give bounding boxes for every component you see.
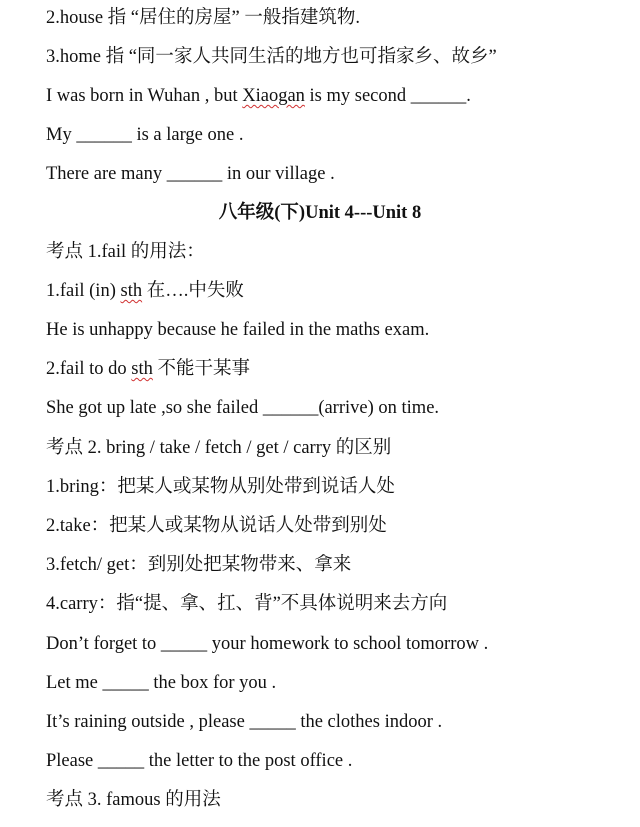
line-text: She got up late ,so she failed ______(arrive) on time. (46, 398, 440, 418)
line-text: It’s raining outside , please _____ the clothes indoor . (46, 712, 443, 732)
line-text: 考点 3. famous 的用法 (46, 790, 221, 810)
example-sentence-maths-exam (46, 318, 429, 342)
exercise-post-office (46, 749, 352, 773)
topic-3-title (46, 788, 221, 812)
take-rule (46, 514, 387, 538)
line-text: is my second ______. (304, 86, 471, 106)
exercise-got-up-late (46, 396, 439, 420)
topic-1-title (46, 240, 205, 264)
line-text: My ______ is a large one . (46, 125, 244, 145)
line-text: 考点 1.fail 的用法： (46, 242, 205, 262)
section-heading (0, 201, 640, 225)
fail-to-do-rule (46, 357, 250, 381)
line-text: Please _____ the letter to the post office . (46, 751, 353, 771)
fetch-get-rule (46, 553, 351, 577)
exercise-born-in-wuhan (46, 84, 471, 108)
spellcheck-word: sth (131, 359, 153, 379)
bring-rule (46, 475, 395, 499)
line-text: 4.carry：指“提、拿、扛、背”不具体说明来去方向 (46, 594, 448, 614)
spellcheck-word: sth (120, 281, 143, 301)
line-text: He is unhappy because he failed in the maths exam. (46, 320, 430, 340)
line-text: 3.fetch/ get：到别处把某物带来、拿来 (46, 555, 352, 575)
line-text: 1.bring：把某人或某物从别处带到说话人处 (46, 477, 395, 497)
topic-2-title (46, 436, 391, 460)
exercise-there-are-many (46, 162, 335, 186)
exercise-raining-outside (46, 710, 442, 734)
line-text: 3.home 指 “同一家人共同生活的地方也可指家乡、故乡” (46, 47, 497, 67)
carry-rule (46, 592, 447, 616)
line-text: 2.house 指 “居住的房屋” 一般指建筑物. (46, 8, 360, 28)
line-text: 在….中失败 (142, 281, 244, 301)
fail-in-sth-rule (46, 279, 244, 303)
line-text: Let me _____ the box for you . (46, 673, 277, 693)
line-text: 1.fail (in) (46, 281, 121, 301)
line-text: 2.fail to do (46, 359, 132, 379)
heading-text: 八年级(下)Unit 4---Unit 8 (218, 203, 422, 223)
line-text: I was born in Wuhan , but (46, 86, 243, 106)
text-line-home (46, 45, 497, 69)
line-text: 不能干某事 (152, 359, 251, 379)
text-line-house (46, 6, 360, 30)
exercise-the-box (46, 671, 276, 695)
line-text: There are many ______ in our village . (46, 164, 335, 184)
exercise-homework (46, 632, 488, 656)
spellcheck-word: Xiaogan (242, 86, 305, 106)
exercise-my-blank (46, 123, 243, 147)
line-text: 2.take：把某人或某物从说话人处带到别处 (46, 516, 387, 536)
line-text: Don’t forget to _____ your homework to school tomorrow . (46, 634, 489, 654)
line-text: 考点 2. bring / take / fetch / get / carry 的区别 (46, 438, 392, 458)
